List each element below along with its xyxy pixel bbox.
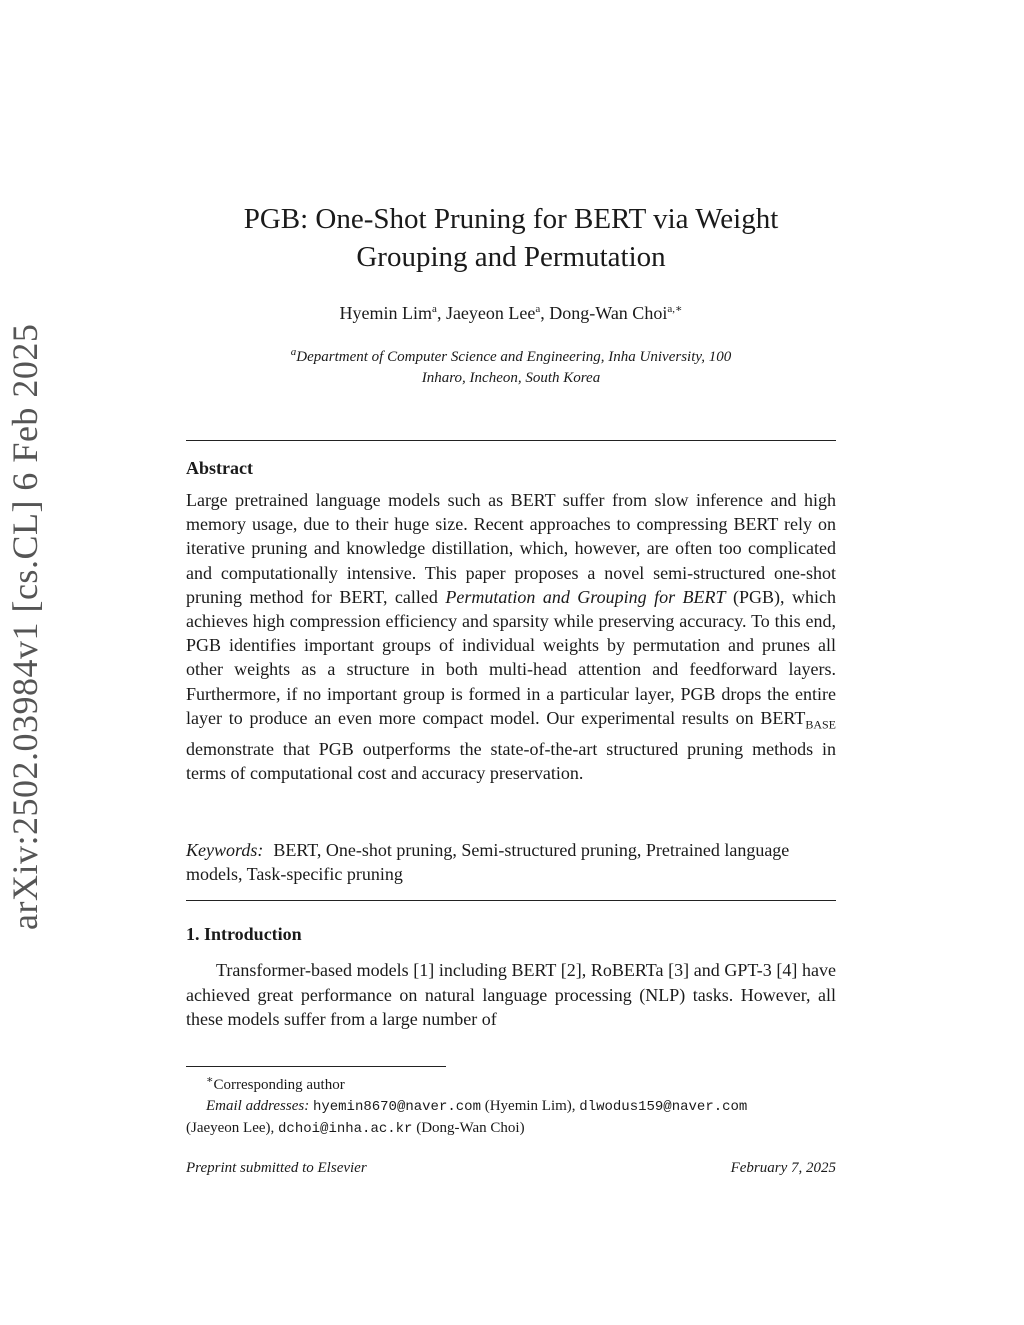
- email-name-1: (Hyemin Lim),: [480, 1098, 580, 1114]
- arxiv-identifier: arXiv:2502.03984v1 [cs.CL] 6 Feb 2025: [5, 323, 45, 930]
- corresponding-note: [186, 1070, 836, 1096]
- title-line-1: PGB: One-Shot Pruning for BERT via Weight: [243, 203, 779, 235]
- email-label: Email addresses:: [206, 1098, 310, 1114]
- bert-label: BERT: [760, 707, 806, 728]
- divider: [186, 440, 836, 441]
- abstract-text: [186, 488, 836, 785]
- introduction-text: Transformer-based models [1] including BERT [2], RoBERTa [3] and GPT-3 [4] have achieved great performance on natural language processing (NLP) tasks. However, all these models suffer from a large number of: [186, 960, 836, 1030]
- bert-base-subscript: BASE: [805, 717, 836, 732]
- divider: [186, 900, 836, 901]
- author-mark: a: [432, 303, 437, 315]
- corresponding-label: Corresponding author: [213, 1077, 345, 1093]
- keywords-text: BERT, One-shot pruning, Semi-structured pruning, Pretrained language models, Task-specific pruning: [186, 840, 790, 885]
- keywords-label: Keywords:: [186, 840, 264, 860]
- email-link-3[interactable]: dchoi@inha.ac.kr: [278, 1121, 413, 1137]
- footnote-mark: ∗: [206, 1074, 214, 1086]
- abstract-part-1: Large pretrained language models such as BERT suffer from slow inference and high memory usage, due to their huge size. Recent approaches to compressing BERT rely on iterative pruning and knowledge distillation, which, however, are often too complicated and computationally intensive. This paper proposes a novel semi-structured one-shot pruning method for BERT, called: [186, 490, 836, 607]
- email-link-2[interactable]: dlwodus159@naver.com: [579, 1099, 748, 1115]
- footnote-divider: [186, 1066, 446, 1067]
- abstract-part-2: (PGB), which achieves high compression efficiency and sparsity while preserving accuracy. To this end, PGB identifies important groups of individual weights by permutation and prunes all other weights as a structure in both multi-head attention and feedforward layers. Furthermore, if no important group is formed in a particular layer, PGB drops the entire layer to produce an even more compact model. Our experimental results on: [186, 586, 836, 728]
- affiliation-line-2: Inharo, Incheon, South Korea: [421, 370, 601, 386]
- title-line-2: Grouping and Permutation: [356, 241, 666, 273]
- affiliation-line-1: Department of Computer Science and Engineering, Inha University, 100: [296, 349, 732, 365]
- abstract-part-3: demonstrate that PGB outperforms the state-of-the-art structured pruning methods in terms of computational cost and accuracy preservation.: [186, 738, 836, 783]
- author-mark: a,∗: [667, 303, 683, 315]
- email-link-1[interactable]: hyemin8670@naver.com: [312, 1099, 481, 1115]
- author-mark: a: [535, 303, 541, 315]
- paper-title: [186, 200, 836, 276]
- author-list: Hyemin Lim$^a$, Jaeyeon Lee$^a$, Dong-Wan Choi$^{a,∗}$: [339, 303, 683, 323]
- email-line-2: [186, 1118, 836, 1140]
- footnote: [186, 1070, 836, 1140]
- email-name-3: (Dong-Wan Choi): [412, 1120, 525, 1136]
- email-name-2: (Jaeyeon Lee),: [186, 1120, 279, 1136]
- author-name: Dong-Wan Choi: [549, 303, 668, 323]
- footer-date: February 7, 2025: [730, 1160, 836, 1176]
- email-line: [186, 1096, 836, 1118]
- affiliation-mark: a: [290, 346, 297, 358]
- footer-journal: Preprint submitted to Elsevier: [186, 1160, 367, 1176]
- affiliation: [186, 342, 836, 389]
- author-name: Jaeyeon Lee: [445, 303, 536, 323]
- abstract-heading: Abstract: [186, 458, 253, 478]
- author-name: Hyemin Lim: [339, 303, 433, 323]
- keywords: [186, 838, 836, 886]
- method-name: Permutation and Grouping for BERT: [445, 586, 726, 607]
- section-heading-introduction: 1. Introduction: [186, 924, 302, 944]
